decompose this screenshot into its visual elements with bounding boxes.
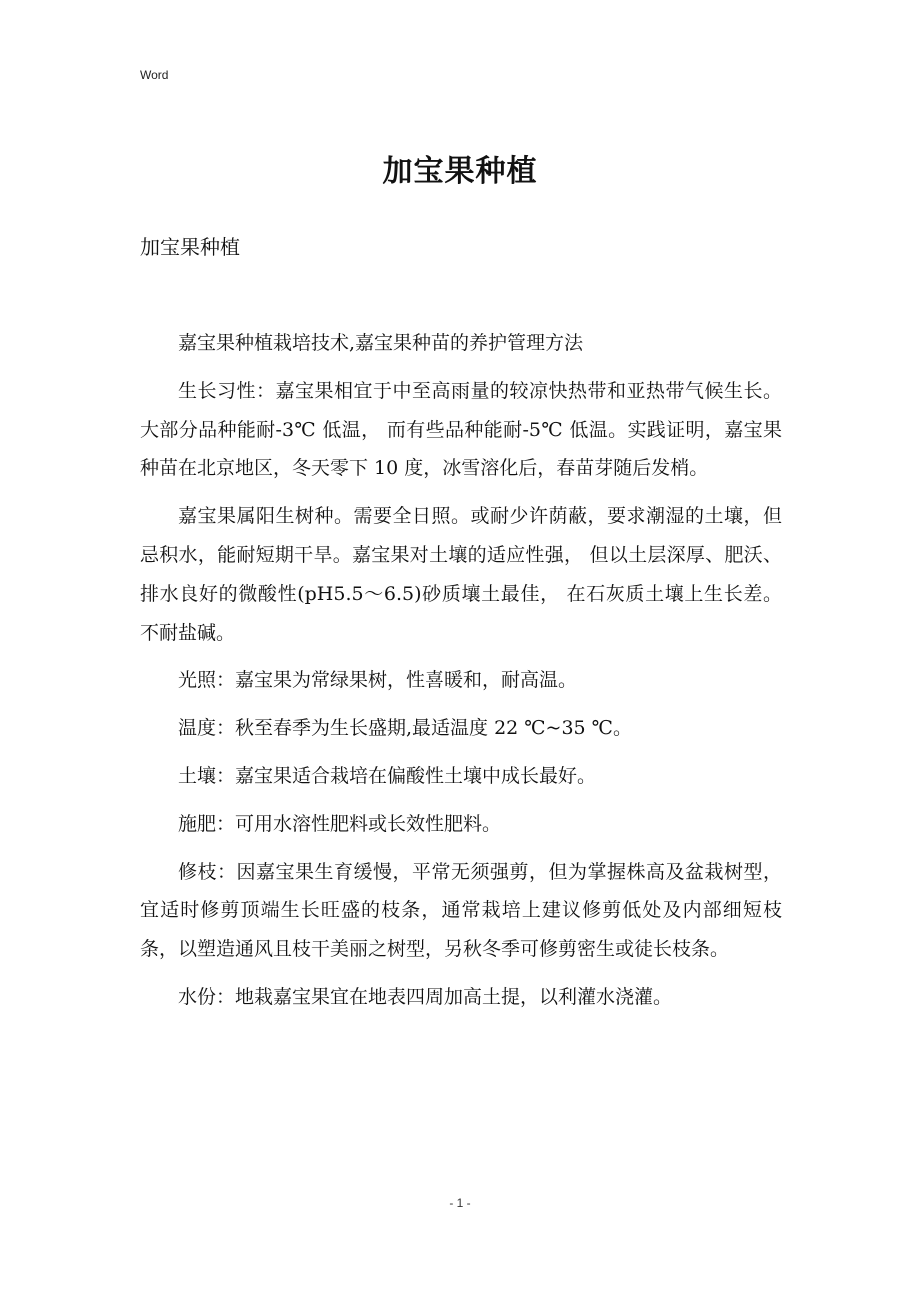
paragraph-sun-soil: 嘉宝果属阳生树种。需要全日照。或耐少许荫蔽，要求潮湿的土壤，但忌积水，能耐短期干旱。嘉宝果对土壤的适应性强， 但以土层深厚、肥沃、排水良好的微酸性(pH5.5～6.5)砂质壤土最佳， 在石灰质土壤上生长差。不耐盐碱。 — [140, 505, 782, 644]
paragraph-soil: 土壤：嘉宝果适合栽培在偏酸性土壤中成长最好。 — [178, 764, 597, 787]
paragraph-pruning: 修枝：因嘉宝果生育缓慢，平常无须强剪，但为掌握株高及盆栽树型，宜适时修剪顶端生长旺盛的枝条，通常栽培上建议修剪低处及内部细短枝条，以塑造通风且枝干美丽之树型，另秋冬季可修剪密生或徒长枝条。 — [140, 860, 782, 961]
header-label: Word — [140, 68, 169, 82]
document-title: 加宝果种植 — [382, 154, 538, 189]
paragraph-heading: 嘉宝果种植栽培技术,嘉宝果种苗的养护管理方法 — [178, 332, 584, 354]
page-number: - 1 - — [449, 1196, 471, 1210]
paragraph-fertilizer: 施肥：可用水溶性肥料或长效性肥料。 — [178, 812, 502, 835]
paragraph-watering: 水份：地栽嘉宝果宜在地表四周加高土提，以利灌水浇灌。 — [178, 985, 673, 1008]
document-subtitle: 加宝果种植 — [140, 235, 240, 259]
paragraph-temperature: 温度：秋至春季为生长盛期,最适温度 22 ℃~35 ℃。 — [178, 717, 632, 740]
paragraph-light: 光照：嘉宝果为常绿果树，性喜暖和，耐高温。 — [178, 669, 578, 692]
document-body — [140, 324, 782, 1026]
paragraph-growth-habit: 生长习性：嘉宝果相宜于中至高雨量的较凉快热带和亚热带气候生长。大部分品种能耐-3℃ 低温， 而有些品种能耐-5℃ 低温。实践证明，嘉宝果种苗在北京地区，冬天零下 10 度，冰雪溶化后，春苗芽随后发梢。 — [140, 379, 782, 480]
